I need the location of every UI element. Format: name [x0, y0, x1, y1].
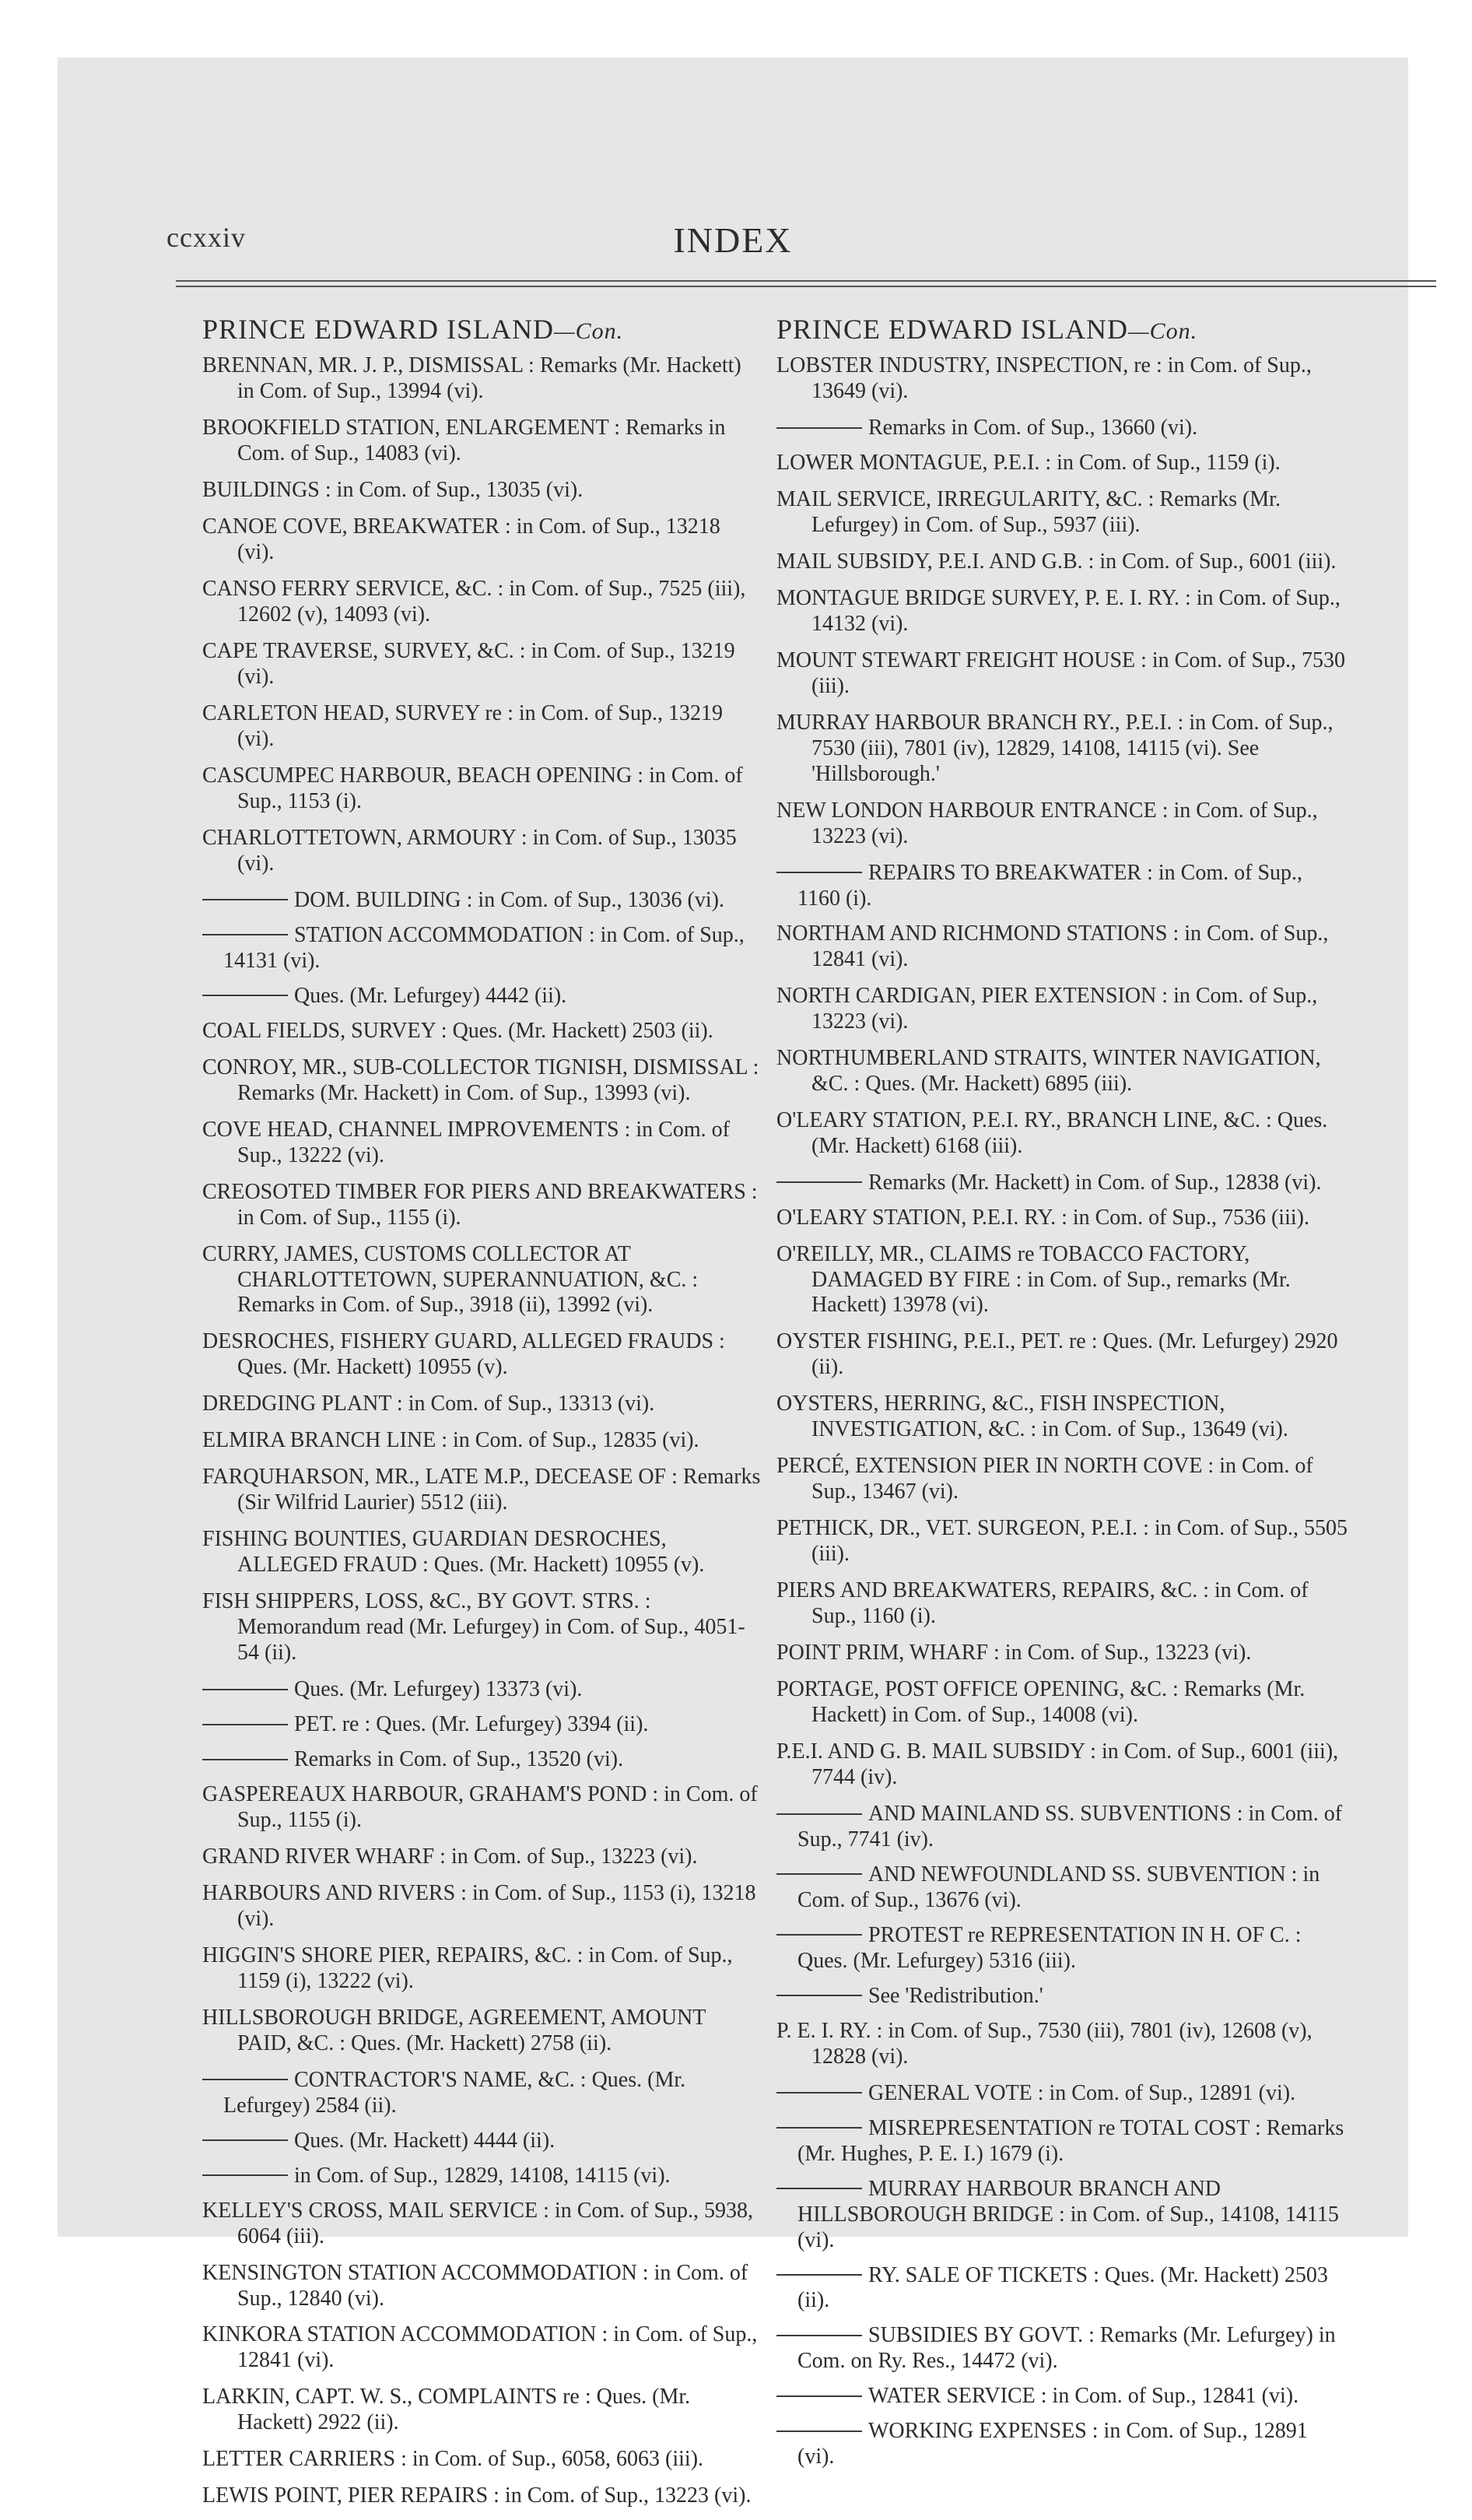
entry-text: DREDGING PLANT : in Com. of Sup., 13313 (vi).: [202, 1392, 655, 1416]
right-column: [776, 313, 1349, 2480]
entry-text: NORTH CARDIGAN, PIER EXTENSION : in Com. of Sup., 13223 (vi).: [776, 983, 1318, 1034]
index-entry: [202, 1118, 762, 1169]
entry-text: CARLETON HEAD, SURVEY re : in Com. of Sup., 13219 (vi).: [202, 701, 723, 752]
entry-text: CREOSOTED TIMBER FOR PIERS AND BREAKWATERS : in Com. of Sup., 1155 (i).: [202, 1179, 758, 1230]
index-entry: [202, 1392, 762, 1417]
entry-list: [202, 353, 762, 2509]
index-entry: [202, 1881, 762, 1932]
index-entry: [776, 1516, 1349, 1567]
index-entry: [202, 701, 762, 753]
index-subentry: [776, 1862, 1349, 1914]
index-entry: [776, 1392, 1349, 1443]
entry-text: GRAND RIVER WHARF : in Com. of Sup., 13223 (vi).: [202, 1844, 698, 1869]
entry-text: COVE HEAD, CHANNEL IMPROVEMENTS : in Com. of Sup., 13222 (vi).: [202, 1117, 730, 1167]
ditto-dash: [202, 1689, 288, 1690]
entry-text: FISH SHIPPERS, LOSS, &C., BY GOVT. STRS. : Memorandum read (Mr. Lefurgey) in Com. of Sup., 4051-54 (ii).: [202, 1589, 745, 1665]
entry-text: AND MAINLAND SS. SUBVENTIONS : in Com. of Sup., 7741 (iv).: [797, 1801, 1343, 1851]
entry-text: CONTRACTOR'S NAME, &C. : Ques. (Mr. Lefurgey) 2584 (ii).: [223, 2067, 686, 2118]
ditto-dash: [202, 2139, 288, 2141]
index-entry: [202, 577, 762, 628]
index-entry: [202, 478, 762, 504]
entry-text: CAPE TRAVERSE, SURVEY, &C. : in Com. of Sup., 13219 (vi).: [202, 639, 735, 690]
entry-text: GASPEREAUX HARBOUR, GRAHAM'S POND : in Com. of Sup., 1155 (i).: [202, 1782, 758, 1832]
ditto-dash: [776, 2431, 862, 2432]
index-entry: [776, 1206, 1349, 1231]
ditto-dash: [776, 2092, 862, 2094]
entry-text: LOBSTER INDUSTRY, INSPECTION, re : in Com. of Sup., 13649 (vi).: [776, 353, 1312, 404]
entry-text: in Com. of Sup., 12829, 14108, 14115 (vi).: [294, 2163, 671, 2188]
ditto-dash: [202, 2174, 288, 2176]
ditto-dash: [202, 899, 288, 900]
entry-text: Ques. (Mr. Lefurgey) 4442 (ii).: [294, 983, 567, 1008]
left-column: [202, 313, 762, 2520]
entry-text: SUBSIDIES BY GOVT. : Remarks (Mr. Lefurgey) in Com. on Ry. Res., 14472 (vi).: [797, 2323, 1336, 2374]
index-subentry: [776, 2419, 1349, 2470]
index-subentry: [202, 888, 762, 914]
entry-text: Ques. (Mr. Hackett) 4444 (ii).: [294, 2128, 556, 2153]
index-entry: [776, 1641, 1349, 1666]
entry-text: PROTEST re REPRESENTATION IN H. OF C. : Ques. (Mr. Lefurgey) 5316 (iii).: [797, 1922, 1302, 1973]
entry-text: Remarks in Com. of Sup., 13660 (vi).: [868, 416, 1198, 440]
index-entry: [776, 1046, 1349, 1097]
entry-text: BROOKFIELD STATION, ENLARGEMENT : Remarks in Com. of Sup., 14083 (vi).: [202, 416, 726, 466]
ditto-dash: [202, 1724, 288, 1725]
entry-text: REPAIRS TO BREAKWATER : in Com. of Sup., 1160 (i).: [797, 860, 1303, 911]
entry-text: WATER SERVICE : in Com. of Sup., 12841 (vi).: [868, 2384, 1299, 2409]
index-page: [58, 58, 1408, 2508]
entry-text: Remarks in Com. of Sup., 13520 (vi).: [294, 1747, 624, 1772]
index-subentry: [202, 2164, 762, 2189]
index-entry: [202, 639, 762, 690]
entry-text: FISHING BOUNTIES, GUARDIAN DESROCHES, ALLEGED FRAUD : Ques. (Mr. Hackett) 10955 (v).: [202, 1527, 705, 1578]
index-subentry: [202, 1712, 762, 1738]
entry-text: HARBOURS AND RIVERS : in Com. of Sup., 1153 (i), 13218 (vi).: [202, 1880, 756, 1931]
entry-text: CHARLOTTETOWN, ARMOURY : in Com. of Sup., 13035 (vi).: [202, 825, 737, 876]
entry-text: PORTAGE, POST OFFICE OPENING, &C. : Remarks (Mr. Hackett) in Com. of Sup., 14008 (vi).: [776, 1677, 1306, 1728]
entry-text: O'LEARY STATION, P.E.I. RY., BRANCH LINE, &C. : Ques. (Mr. Hackett) 6168 (iii).: [776, 1107, 1328, 1158]
index-entry: [202, 1943, 762, 1995]
entry-text: WORKING EXPENSES : in Com. of Sup., 12891 (vi).: [797, 2419, 1308, 2469]
index-entry: [202, 1329, 762, 1381]
index-entry: [776, 798, 1349, 850]
index-subentry: [776, 2081, 1349, 2107]
ditto-dash: [776, 872, 862, 873]
index-subentry: [776, 1171, 1349, 1196]
index-entry: [202, 1465, 762, 1516]
ditto-dash: [776, 2188, 862, 2189]
index-entry: [202, 2261, 762, 2312]
entry-text: NEW LONDON HARBOUR ENTRANCE : in Com. of Sup., 13223 (vi).: [776, 798, 1318, 848]
index-entry: [202, 1055, 762, 1107]
entry-text: See 'Redistribution.': [868, 1983, 1043, 2008]
entry-text: LEWIS POINT, PIER REPAIRS : in Com. of Sup., 13223 (vi).: [202, 2483, 752, 2508]
index-subentry: [202, 1747, 762, 1773]
index-entry: [202, 2006, 762, 2057]
entry-text: DOM. BUILDING : in Com. of Sup., 13036 (vi).: [294, 887, 724, 912]
index-subentry: [776, 416, 1349, 441]
entry-text: CONROY, MR., SUB-COLLECTOR TIGNISH, DISMISSAL : Remarks (Mr. Hackett) in Com. of Sup., 13993 (vi).: [202, 1055, 759, 1105]
entry-text: PIERS AND BREAKWATERS, REPAIRS, &C. : in Com. of Sup., 1160 (i).: [776, 1578, 1309, 1629]
index-entry: [776, 1329, 1349, 1381]
ditto-dash: [202, 2079, 288, 2080]
entry-text: Ques. (Mr. Lefurgey) 13373 (vi).: [294, 1677, 583, 1702]
entry-text: MAIL SUBSIDY, P.E.I. AND G.B. : in Com. of Sup., 6001 (iii).: [776, 549, 1337, 574]
ditto-dash: [776, 2335, 862, 2336]
index-entry: [202, 1589, 762, 1666]
index-entry: [202, 1527, 762, 1578]
index-entry: [776, 2019, 1349, 2070]
index-entry: [776, 1454, 1349, 1505]
entry-text: LOWER MONTAGUE, P.E.I. : in Com. of Sup., 1159 (i).: [776, 451, 1281, 476]
index-subentry: [776, 1984, 1349, 2009]
entry-text: PETHICK, DR., VET. SURGEON, P.E.I. : in Com. of Sup., 5505 (iii).: [776, 1516, 1348, 1567]
column-heading: PRINCE EDWARD ISLAND—Con.: [202, 314, 624, 345]
index-entry: [202, 826, 762, 877]
index-entry: [202, 353, 762, 405]
ditto-dash: [202, 934, 288, 935]
ditto-dash: [776, 2127, 862, 2129]
entry-text: GENERAL VOTE : in Com. of Sup., 12891 (vi).: [868, 2080, 1296, 2105]
header-rule: [176, 280, 1436, 291]
entry-text: PET. re : Ques. (Mr. Lefurgey) 3394 (ii).: [294, 1712, 649, 1737]
entry-text: O'REILLY, MR., CLAIMS re TOBACCO FACTORY, DAMAGED BY FIRE : in Com. of Sup., remarks (Mr. Hackett) 13978 (vi).: [776, 1241, 1291, 1318]
ditto-dash: [776, 1934, 862, 1936]
ditto-dash: [202, 1759, 288, 1760]
entry-text: NORTHAM AND RICHMOND STATIONS : in Com. of Sup., 12841 (vi).: [776, 921, 1329, 971]
entry-text: CANOE COVE, BREAKWATER : in Com. of Sup., 13218 (vi).: [202, 514, 720, 565]
entry-text: OYSTERS, HERRING, &C., FISH INSPECTION, INVESTIGATION, &C. : in Com. of Sup., 13649 (vi).: [776, 1392, 1288, 1442]
index-subentry: [776, 1923, 1349, 1974]
index-entry: [776, 648, 1349, 700]
index-subentry: [202, 2068, 762, 2119]
entry-text: LETTER CARRIERS : in Com. of Sup., 6058, 6063 (iii).: [202, 2447, 704, 2472]
entry-text: COAL FIELDS, SURVEY : Ques. (Mr. Hackett) 2503 (ii).: [202, 1018, 713, 1043]
entry-text: NORTHUMBERLAND STRAITS, WINTER NAVIGATION, &C. : Ques. (Mr. Hackett) 6895 (iii).: [776, 1045, 1321, 1096]
entry-text: BRENNAN, MR. J. P., DISMISSAL : Remarks (Mr. Hackett) in Com. of Sup., 13994 (vi).: [202, 353, 741, 404]
entry-text: RY. SALE OF TICKETS : Ques. (Mr. Hackett) 2503 (ii).: [797, 2262, 1328, 2313]
index-subentry: [776, 2177, 1349, 2254]
index-entry: [776, 549, 1349, 575]
entry-text: LARKIN, CAPT. W. S., COMPLAINTS re : Ques. (Mr. Hackett) 2922 (ii).: [202, 2385, 691, 2435]
index-entry: [776, 921, 1349, 973]
ditto-dash: [776, 2274, 862, 2276]
ditto-dash: [776, 2395, 862, 2397]
index-entry: [776, 451, 1349, 476]
index-subentry: [776, 2263, 1349, 2315]
entry-list: [776, 353, 1349, 2470]
index-subentry: [776, 2323, 1349, 2374]
index-entry: [776, 711, 1349, 788]
ditto-dash: [776, 1813, 862, 1815]
index-entry: [202, 763, 762, 815]
entry-text: DESROCHES, FISHERY GUARD, ALLEGED FRAUDS : Ques. (Mr. Hackett) 10955 (v).: [202, 1329, 725, 1380]
index-subentry: [202, 2129, 762, 2154]
entry-text: O'LEARY STATION, P.E.I. RY. : in Com. of Sup., 7536 (iii).: [776, 1205, 1309, 1230]
index-entry: [202, 1428, 762, 1454]
index-entry: [776, 1578, 1349, 1630]
index-entry: [202, 416, 762, 467]
index-entry: [202, 1180, 762, 1231]
index-entry: [776, 586, 1349, 637]
entry-text: MURRAY HARBOUR BRANCH RY., P.E.I. : in Com. of Sup., 7530 (iii), 7801 (iv), 12829, 14108, 14115 (vi). See 'Hillsborough.': [776, 711, 1334, 786]
entry-text: MAIL SERVICE, IRREGULARITY, &C. : Remarks (Mr. Lefurgey) in Com. of Sup., 5937 (iii).: [776, 487, 1281, 538]
entry-text: P.E.I. AND G. B. MAIL SUBSIDY : in Com. of Sup., 6001 (iii), 7744 (iv).: [776, 1739, 1339, 1789]
index-entry: [776, 1677, 1349, 1729]
entry-text: KENSINGTON STATION ACCOMMODATION : in Com. of Sup., 12840 (vi).: [202, 2260, 748, 2311]
index-subentry: [776, 2116, 1349, 2167]
entry-text: ELMIRA BRANCH LINE : in Com. of Sup., 12835 (vi).: [202, 1428, 699, 1453]
ditto-dash: [776, 1873, 862, 1875]
entry-text: STATION ACCOMMODATION : in Com. of Sup., 14131 (vi).: [223, 922, 745, 973]
entry-text: FARQUHARSON, MR., LATE M.P., DECEASE OF : Remarks (Sir Wilfrid Laurier) 5512 (iii).: [202, 1465, 761, 1515]
entry-text: CURRY, JAMES, CUSTOMS COLLECTOR AT CHARLOTTETOWN, SUPERANNUATION, &C. : Remarks in Com. of Sup., 3918 (ii), 13992 (vi).: [202, 1241, 699, 1318]
entry-text: Remarks (Mr. Hackett) in Com. of Sup., 12838 (vi).: [868, 1170, 1322, 1195]
index-entry: [776, 1242, 1349, 1319]
entry-text: CANSO FERRY SERVICE, &C. : in Com. of Sup., 7525 (iii), 12602 (v), 14093 (vi).: [202, 577, 746, 627]
index-entry: [202, 2385, 762, 2436]
index-entry: [202, 2447, 762, 2473]
index-subentry: [776, 2384, 1349, 2409]
entry-text: CASCUMPEC HARBOUR, BEACH OPENING : in Com. of Sup., 1153 (i).: [202, 763, 743, 813]
index-subentry: [202, 923, 762, 974]
entry-text: KELLEY'S CROSS, MAIL SERVICE : in Com. of Sup., 5938, 6064 (iii).: [202, 2198, 754, 2248]
index-entry: [202, 1782, 762, 1834]
index-entry: [202, 1019, 762, 1044]
entry-text: PERCÉ, EXTENSION PIER IN NORTH COVE : in Com. of Sup., 13467 (vi).: [776, 1454, 1313, 1504]
entry-text: OYSTER FISHING, P.E.I., PET. re : Ques. (Mr. Lefurgey) 2920 (ii).: [776, 1329, 1338, 1380]
index-entry: [776, 487, 1349, 539]
index-subentry: [202, 1677, 762, 1703]
entry-text: MOUNT STEWART FREIGHT HOUSE : in Com. of Sup., 7530 (iii).: [776, 648, 1346, 699]
index-entry: [202, 2199, 762, 2250]
ditto-dash: [776, 427, 862, 429]
ditto-dash: [776, 1181, 862, 1183]
index-entry: [776, 353, 1349, 405]
index-entry: [202, 1844, 762, 1870]
index-entry: [776, 1739, 1349, 1791]
entry-text: HIGGIN'S SHORE PIER, REPAIRS, &C. : in Com. of Sup., 1159 (i), 13222 (vi).: [202, 1943, 733, 1993]
index-entry: [202, 514, 762, 566]
entry-text: MONTAGUE BRIDGE SURVEY, P. E. I. RY. : in Com. of Sup., 14132 (vi).: [776, 586, 1341, 637]
entry-text: MISREPRESENTATION re TOTAL COST : Remarks (Mr. Hughes, P. E. I.) 1679 (i).: [797, 2115, 1344, 2166]
entry-text: POINT PRIM, WHARF : in Com. of Sup., 13223 (vi).: [776, 1641, 1252, 1665]
page-number: ccxxiv: [166, 222, 246, 253]
entry-text: BUILDINGS : in Com. of Sup., 13035 (vi).: [202, 478, 584, 503]
index-entry: [202, 2483, 762, 2509]
index-entry: [202, 2322, 762, 2374]
index-subentry: [202, 984, 762, 1009]
entry-text: P. E. I. RY. : in Com. of Sup., 7530 (iii), 7801 (iv), 12608 (v), 12828 (vi).: [776, 2018, 1313, 2069]
column-heading: PRINCE EDWARD ISLAND—Con.: [776, 314, 1198, 345]
entry-text: KINKORA STATION ACCOMMODATION : in Com. of Sup., 12841 (vi).: [202, 2322, 758, 2373]
ditto-dash: [776, 1995, 862, 1996]
entry-text: AND NEWFOUNDLAND SS. SUBVENTION : in Com. of Sup., 13676 (vi).: [797, 1862, 1320, 1912]
index-entry: [202, 1242, 762, 1319]
index-entry: [776, 1108, 1349, 1160]
index-entry: [776, 984, 1349, 1035]
index-subentry: [776, 1802, 1349, 1853]
page-title: INDEX: [673, 220, 793, 260]
entry-text: HILLSBOROUGH BRIDGE, AGREEMENT, AMOUNT PAID, &C. : Ques. (Mr. Hackett) 2758 (ii).: [202, 2005, 706, 2055]
entry-text: MURRAY HARBOUR BRANCH AND HILLSBOROUGH BRIDGE : in Com. of Sup., 14108, 14115 (vi).: [797, 2176, 1339, 2252]
ditto-dash: [202, 995, 288, 996]
index-subentry: [776, 861, 1349, 912]
